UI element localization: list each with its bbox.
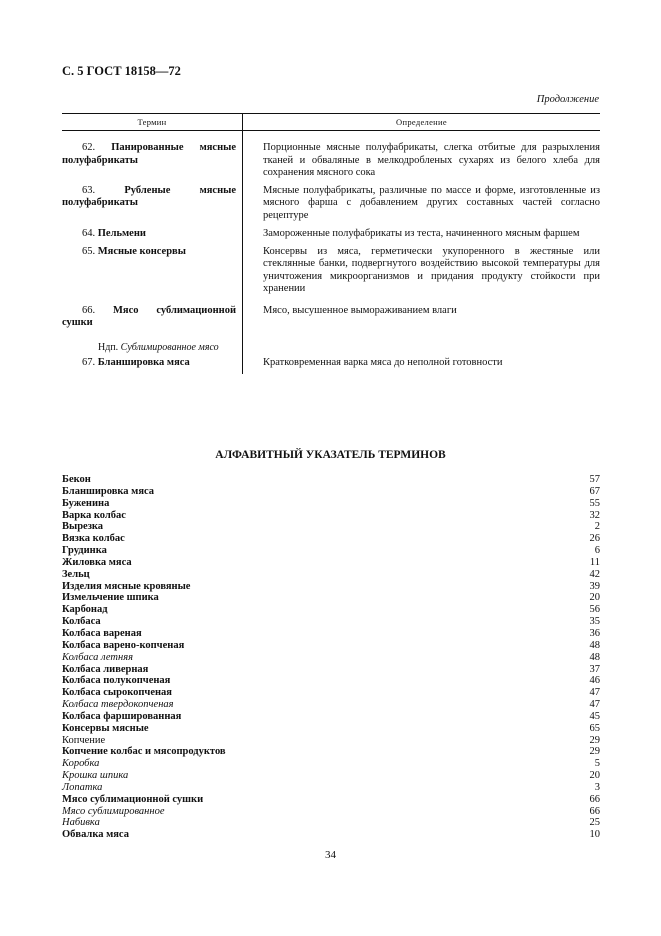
alphabetical-index bbox=[62, 474, 600, 841]
index-term: Вязка колбас bbox=[62, 533, 125, 545]
index-entry bbox=[62, 794, 600, 806]
index-entry bbox=[62, 723, 600, 735]
index-term: Набивка bbox=[62, 817, 100, 829]
index-page-ref: 6 bbox=[594, 545, 600, 557]
table-row bbox=[62, 131, 600, 180]
term-number: 66. bbox=[82, 304, 96, 316]
table-row bbox=[62, 296, 600, 355]
term-name: Бланшировка мяса bbox=[97, 357, 190, 368]
index-term: Вырезка bbox=[62, 521, 104, 533]
index-term: Колбаса сырокопченая bbox=[62, 687, 172, 699]
index-entry bbox=[62, 817, 600, 829]
index-page-ref: 5 bbox=[594, 758, 600, 770]
index-title: АЛФАВИТНЫЙ УКАЗАТЕЛЬ ТЕРМИНОВ bbox=[215, 449, 446, 461]
index-entry bbox=[62, 675, 600, 687]
index-page-ref: 55 bbox=[589, 497, 600, 509]
table-row bbox=[62, 354, 600, 374]
index-term: Колбаса варено-копченая bbox=[62, 639, 185, 651]
index-entry bbox=[62, 664, 600, 676]
table-row bbox=[62, 180, 600, 223]
index-term: Карбонад bbox=[62, 604, 108, 616]
term-cell bbox=[62, 185, 242, 223]
index-page-ref: 48 bbox=[589, 639, 600, 651]
definition-cell: Кратковременная варка мяса до неполной готовности bbox=[263, 357, 503, 368]
index-term: Колбаса полукопченая bbox=[62, 675, 171, 687]
index-term: Крошка шпика bbox=[62, 770, 129, 782]
term-cell bbox=[62, 305, 242, 355]
term-number: 63. bbox=[82, 184, 96, 196]
index-page-ref: 66 bbox=[589, 805, 600, 817]
index-entry bbox=[62, 569, 600, 581]
index-term: Копчение колбас и мясопродуктов bbox=[62, 746, 226, 758]
index-page-ref: 25 bbox=[589, 817, 600, 829]
index-page-ref: 11 bbox=[589, 556, 600, 568]
index-term: Коробка bbox=[62, 758, 100, 770]
index-entry bbox=[62, 486, 600, 498]
term-cell bbox=[62, 357, 242, 370]
index-entry bbox=[62, 581, 600, 593]
index-entry bbox=[62, 628, 600, 640]
index-term: Мясо сублимационной сушки bbox=[62, 793, 204, 805]
index-entry bbox=[62, 735, 600, 747]
term-cell bbox=[62, 228, 242, 241]
index-term: Лопатка bbox=[62, 781, 103, 793]
index-page-ref: 46 bbox=[589, 675, 600, 687]
index-page-ref: 48 bbox=[589, 651, 600, 663]
index-page-ref: 42 bbox=[589, 568, 600, 580]
index-page-ref: 66 bbox=[589, 793, 600, 805]
index-page-ref: 20 bbox=[589, 592, 600, 604]
note-prefix: Ндп. bbox=[98, 341, 119, 353]
index-term: Копчение bbox=[62, 734, 106, 746]
index-term: Колбаса ливерная bbox=[62, 663, 149, 675]
table-body bbox=[62, 131, 600, 374]
term-cell bbox=[62, 246, 242, 296]
index-term: Изделия мясные кровяные bbox=[62, 580, 191, 592]
index-term: Жиловка мяса bbox=[62, 556, 132, 568]
term-number: 62. bbox=[82, 142, 96, 153]
index-term: Бекон bbox=[62, 474, 91, 485]
index-entry bbox=[62, 557, 600, 569]
continuation-label: Продолжение bbox=[536, 94, 599, 105]
definition-cell: Мясо, высушенное вымораживанием влаги bbox=[263, 304, 457, 316]
term-name: Мясные консервы bbox=[97, 245, 186, 257]
column-header-term: Термин bbox=[62, 114, 243, 130]
table-header bbox=[62, 113, 600, 131]
index-page-ref: 47 bbox=[589, 699, 600, 711]
index-entry bbox=[62, 758, 600, 770]
index-entry bbox=[62, 592, 600, 604]
index-entry bbox=[62, 533, 600, 545]
index-page-ref: 57 bbox=[589, 474, 600, 485]
index-term: Мясо сублимированное bbox=[62, 805, 165, 817]
index-page-ref: 65 bbox=[589, 722, 600, 734]
index-term: Измельчение шпика bbox=[62, 592, 159, 604]
term-note bbox=[62, 342, 236, 355]
index-page-ref: 45 bbox=[589, 710, 600, 722]
index-entry bbox=[62, 498, 600, 510]
definition-cell: Замороженные полуфабрикаты из теста, начиненного мясным фаршем bbox=[263, 228, 580, 239]
index-entry bbox=[62, 829, 600, 841]
note-term: Сублимированное мясо bbox=[120, 341, 219, 353]
index-page-ref: 3 bbox=[594, 781, 600, 793]
index-entry bbox=[62, 474, 600, 486]
index-term: Колбаса фаршированная bbox=[62, 710, 182, 722]
index-page-ref: 39 bbox=[589, 580, 600, 592]
index-entry bbox=[62, 545, 600, 557]
term-number: 64. bbox=[82, 228, 96, 239]
term-number: 65. bbox=[82, 245, 96, 257]
index-entry bbox=[62, 604, 600, 616]
index-page-ref: 2 bbox=[594, 521, 600, 533]
index-term: Консервы мясные bbox=[62, 722, 149, 734]
definition-cell: Порционные мясные полуфабрикаты, слегка отбитые для разрыхления тканей и обваляные в мелкодробленых сухарях из белого хлеба для сохранения мясного сока bbox=[263, 142, 600, 178]
index-page-ref: 35 bbox=[589, 616, 600, 628]
index-page-ref: 36 bbox=[589, 627, 600, 639]
index-term: Грудинка bbox=[62, 545, 107, 557]
index-page-ref: 32 bbox=[589, 509, 600, 521]
index-page-ref: 56 bbox=[589, 604, 600, 616]
index-page-ref: 26 bbox=[589, 533, 600, 545]
term-name: Мясо сублимационной сушки bbox=[62, 304, 236, 328]
index-term: Колбаса летняя bbox=[62, 651, 133, 663]
page-number: 34 bbox=[325, 849, 336, 861]
definition-cell: Мясные полуфабрикаты, различные по массе и форме, изготовленные из мясного фарша с добавлением других составных частей согласно рецептуре bbox=[263, 184, 600, 221]
index-entry bbox=[62, 652, 600, 664]
term-name: Пельмени bbox=[97, 228, 146, 239]
term-name: Рубленые мясные полуфабрикаты bbox=[62, 184, 236, 208]
index-entry bbox=[62, 616, 600, 628]
index-term: Колбаса твердокопченая bbox=[62, 699, 174, 711]
index-entry bbox=[62, 806, 600, 818]
index-entry bbox=[62, 510, 600, 522]
index-term: Бланшировка мяса bbox=[62, 485, 155, 497]
index-entry bbox=[62, 640, 600, 652]
table-row bbox=[62, 241, 600, 296]
terms-table bbox=[62, 113, 600, 374]
index-page-ref: 37 bbox=[589, 663, 600, 675]
index-entry bbox=[62, 699, 600, 711]
index-term: Варка колбас bbox=[62, 509, 126, 521]
index-term: Обвалка мяса bbox=[62, 829, 129, 841]
index-page-ref: 10 bbox=[589, 829, 600, 841]
index-page-ref: 29 bbox=[589, 746, 600, 758]
index-entry bbox=[62, 521, 600, 533]
index-term: Колбаса bbox=[62, 616, 101, 628]
term-number: 67. bbox=[82, 357, 96, 368]
index-term: Зельц bbox=[62, 568, 90, 580]
index-entry bbox=[62, 782, 600, 794]
definition-cell: Консервы из мяса, герметически укупоренного в жестяные или стеклянные банки, подвергнутого воздействию высокой температуры для уничтожения микроорганизмов и придания продукту стойкости при хранении bbox=[263, 245, 600, 294]
page-header: С. 5 ГОСТ 18158—72 bbox=[62, 64, 181, 78]
index-page-ref: 67 bbox=[589, 485, 600, 497]
index-page-ref: 47 bbox=[589, 687, 600, 699]
table-row bbox=[62, 222, 600, 241]
index-page-ref: 20 bbox=[589, 770, 600, 782]
index-page-ref: 29 bbox=[589, 734, 600, 746]
term-name: Панированные мясные полуфабрикаты bbox=[62, 142, 236, 166]
index-entry bbox=[62, 770, 600, 782]
index-term: Буженина bbox=[62, 497, 110, 509]
column-header-definition: Определение bbox=[396, 117, 447, 127]
term-cell bbox=[62, 142, 242, 180]
index-entry bbox=[62, 746, 600, 758]
index-entry bbox=[62, 687, 600, 699]
index-entry bbox=[62, 711, 600, 723]
index-term: Колбаса вареная bbox=[62, 627, 142, 639]
